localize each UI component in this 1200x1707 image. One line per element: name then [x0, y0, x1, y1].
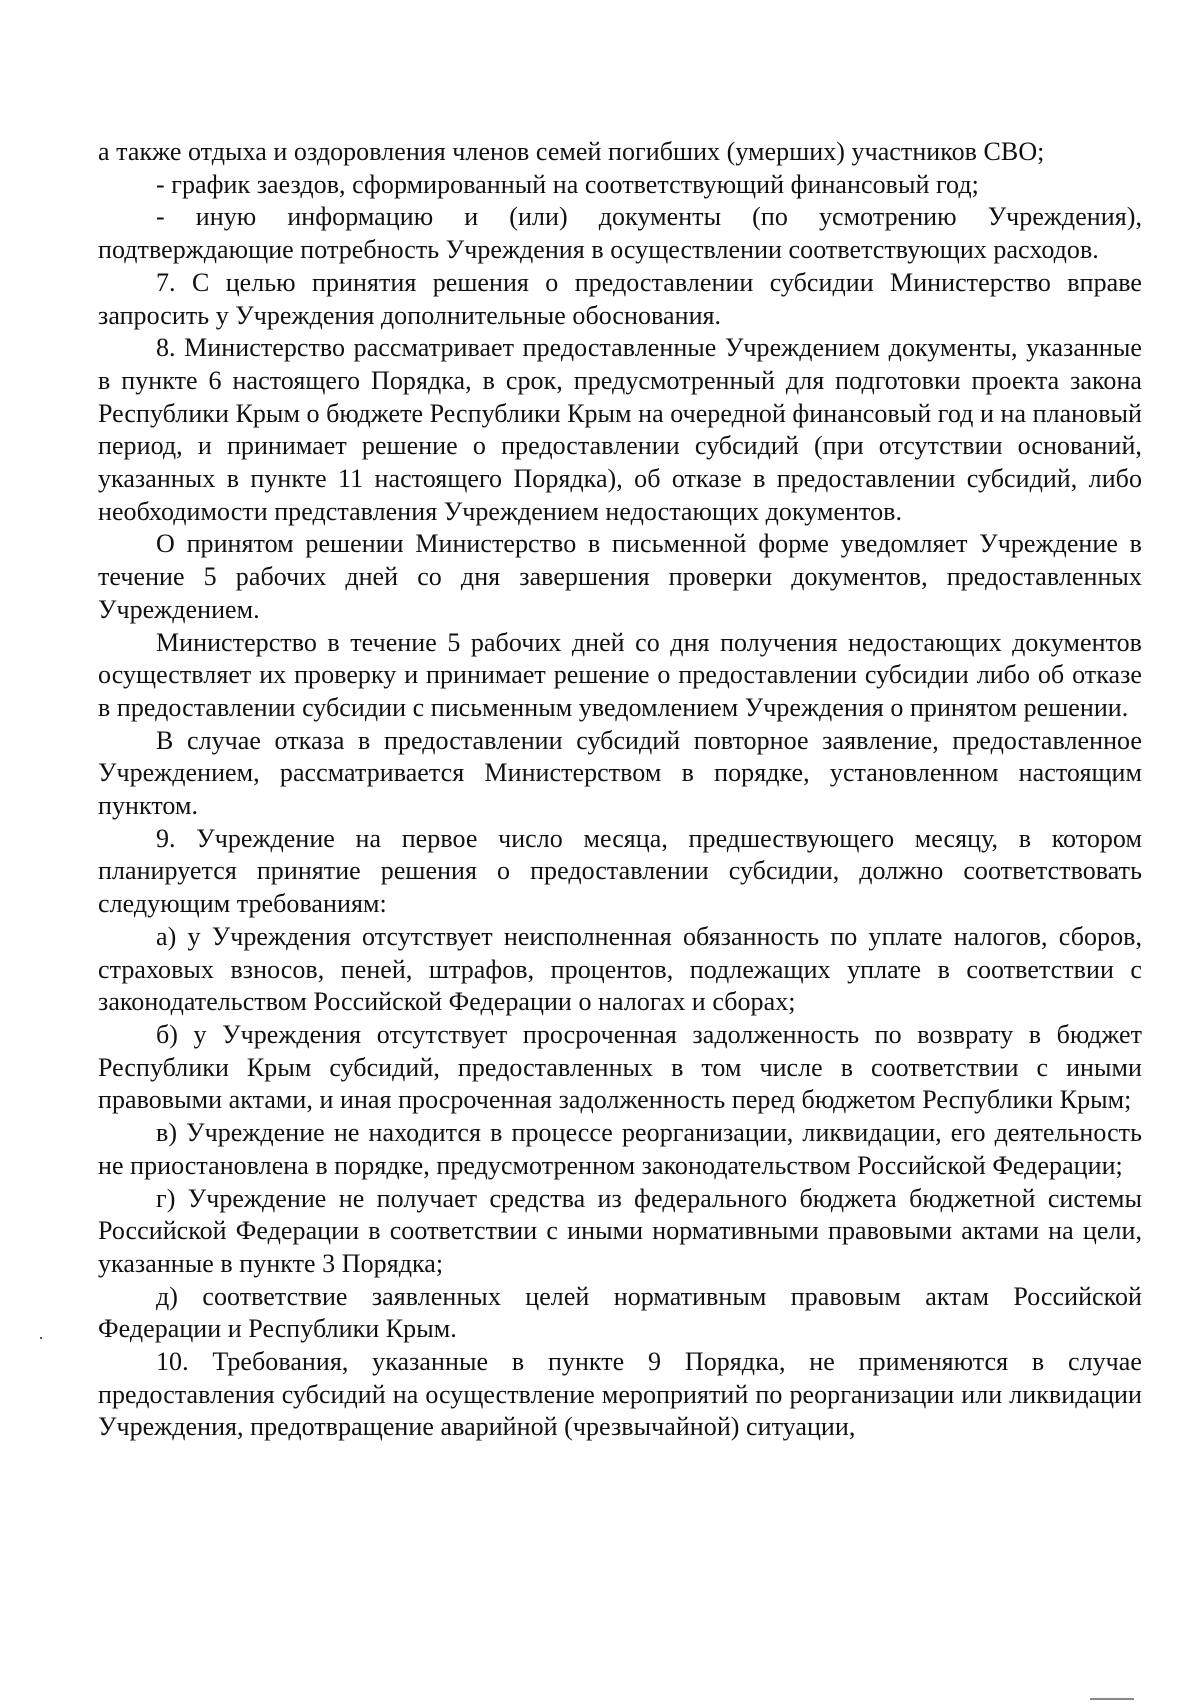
- paragraph-item-8: 8. Министерство рассматривает предоставленные Учреждением документы, указанные в пункте 6 настоящего Порядка, в срок, предусмотренный для подготовки проекта закона Республики Крым о бюджете Республики Крым на очередной финансовый год и на плановый период, и принимает решение о предоставлении субсидий (при отсутствии оснований, указанных в пункте 11 настоящего Порядка), об отказе в предоставлении субсидий, либо необходимости представления Учреждением недостающих документов.: [98, 333, 1143, 526]
- paragraph-refusal-reapply: В случае отказа в предоставлении субсидий повторное заявление, предоставленное Учреждением, рассматривается Министерством в порядке, установленном настоящим пунктом.: [98, 725, 1142, 821]
- paragraph-decision-notice: О принятом решении Министерство в письменной форме уведомляет Учреждение в течение 5 рабочих дней со дня завершения проверки документов, предоставленных Учреждением.: [98, 529, 1142, 624]
- scan-speck: [1090, 1698, 1134, 1700]
- paragraph-item-10: 10. Требования, указанные в пункте 9 Порядка, не применяются в случае предоставления субсидий на осуществление мероприятий по реорганизации или ликвидации Учреждения, предотвращение аварийной (чрезвычайной) ситуации,: [98, 1347, 1142, 1442]
- paragraph-requirement-g: г) Учреждение не получает средства из федерального бюджета бюджетной системы Российской Федерации в соответствии с иными нормативными правовыми актами на цели, указанные в пункте 3 Порядка;: [98, 1183, 1142, 1278]
- document-body: [98, 136, 1142, 1444]
- paragraph-other-info: - иную информацию и (или) документы (по усмотрению Учреждения), подтверждающие потребность Учреждения в осуществлении соответствующих расходов.: [98, 202, 1142, 265]
- paragraph-intro-continuation: а также отдыха и оздоровления членов семей погибших (умерших) участников СВО;: [98, 137, 1045, 166]
- paragraph-requirement-a: а) у Учреждения отсутствует неисполненная обязанность по уплате налогов, сборов, страховых взносов, пеней, штрафов, процентов, подлежащих уплате в соответствии с законодательством Российской Федерации о налогах и сборах;: [98, 921, 1142, 1017]
- scan-speck: [40, 1337, 42, 1339]
- paragraph-schedule: - график заездов, сформированный на соответствующий финансовый год;: [156, 169, 979, 199]
- paragraph-requirement-v: в) Учреждение не находится в процессе реорганизации, ликвидации, его деятельность не приостановлена в порядке, предусмотренном законодательством Российской Федерации;: [98, 1118, 1142, 1180]
- paragraph-item-9: 9. Учреждение на первое число месяца, предшествующего месяцу, в котором планируется принятие решения о предоставлении субсидии, должно соответствовать следующим требованиям:: [98, 823, 1142, 919]
- paragraph-requirement-d: д) соответствие заявленных целей нормативным правовым актам Российской Федерации и Республики Крым.: [98, 1281, 1142, 1344]
- paragraph-missing-docs-check: Министерство в течение 5 рабочих дней со дня получения недостающих документов осуществляет их проверку и принимает решение о предоставлении субсидии либо об отказе в предоставлении субсидии с письменным уведомлением Учреждения о принятом решении.: [98, 627, 1142, 722]
- paragraph-requirement-b: б) у Учреждения отсутствует просроченная задолженность по возврату в бюджет Республики Крым субсидий, предоставленных в том числе в соответствии с иными правовыми актами, и иная просроченная задолженность перед бюджетом Республики Крым;: [98, 1019, 1142, 1115]
- paragraph-item-7: 7. С целью принятия решения о предоставлении субсидии Министерство вправе запросить у Учреждения дополнительные обоснования.: [98, 267, 1142, 330]
